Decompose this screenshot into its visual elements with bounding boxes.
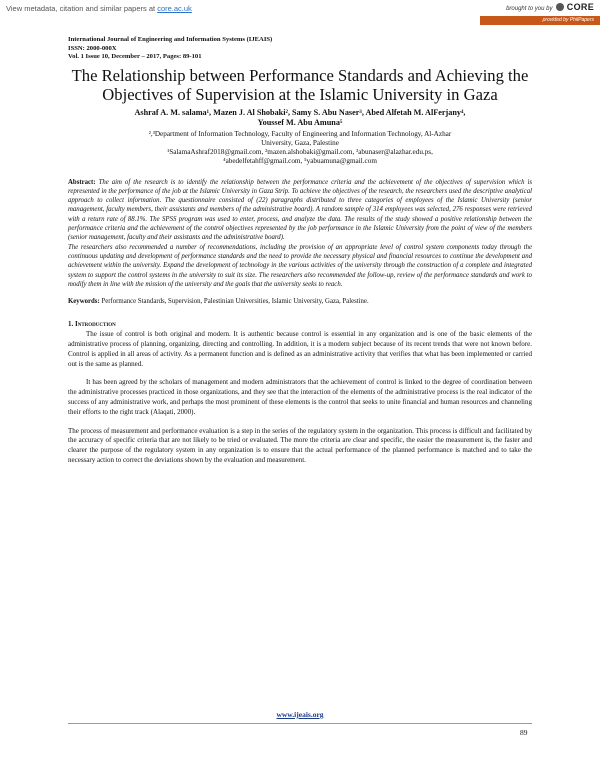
brought-by-text: brought to you by [506,6,553,12]
core-label: CORE [566,2,594,12]
body-paragraph-2: It has been agreed by the scholars of management and modern administrators that the achievement of control is linked to the degree of coordination between the administrative processes practiced in those organizations, and they see that the interaction of the elements of the administrative process is the real indicator of the success of any administrative work, and perhaps the most prominent of these elements is the control that seeks to unite financial and human resources and channeling their efforts to the right track (Alaqati, 2000). [68,378,532,416]
section-number: 1. [68,320,74,329]
keywords-label: Keywords: [68,298,100,306]
journal-name: International Journal of Engineering and Information Systems (IJEAIS) [68,36,273,43]
emails-line-2: ⁴abedelfetahff@gmail.com, ⁵yabuamuna@gmail.com [223,157,377,166]
core-metadata-link[interactable] [6,4,192,13]
abstract-label: Abstract: [68,178,96,186]
author-list [68,108,532,129]
paper-page [68,36,532,466]
abstract-paragraph-2: The researchers also recommended a number of recommendations, including the provision of an appropriate level of control system components today through the continuous updating and development of performance standards and the need to provide the necessary physical and financial resources to continue the development and achievement within the university. Expand the development of technology in the various activities of the university through the construction of a complete and integrated system to support the control systems in the university to suit its size. The researchers also recommended the follow-up, review of the performance standards and work to modify them in line with the mission of the university and the goals that the university seeks to reach. [68,243,532,288]
provider-badge[interactable]: provided by PhilPapers [480,16,600,25]
body-paragraph-3: The process of measurement and performance evaluation is a step in the series of the regulatory system in the organization. This process is difficult and facilitated by the accuracy of specific criteria that are not likely to be tried or evaluated. The more the criteria are clear and specific, the easier the measurement is, the faster and clearer the purpose of the regulatory system in any organization is to ensure that the actual performance of the planned performance is matched and to take the necessary action to correct the deviations shown by the evaluation and measurement. [68,426,532,464]
paper-title: The Relationship between Performance Standards and Achieving the Objectives of Supervision at the Islamic University in Gaza [71,65,529,105]
affiliation-line-1: ²,³Department of Information Technology, Faculty of Engineering and Information Technology, Al-Azhar [148,129,452,138]
emails-line-1: ¹SalamaAshraf2018@gmail.com, ²mazen.alshobaki@gmail.com, ³abunaser@alazhar.edu.ps, [167,148,433,157]
page-number: 89 [520,728,528,737]
core-brand[interactable] [506,2,594,12]
footer-url[interactable] [0,710,600,719]
affiliation-line-2: University, Gaza, Palestine [261,138,339,147]
view-metadata-text: View metadata, citation and similar papers at [6,4,156,13]
keywords-text: Performance Standards, Supervision, Palestinian Universities, Islamic University, Gaza, Palestine. [101,298,369,306]
authors-line-1: Ashraf A. M. salama¹, Mazen J. Al Shobaki², Samy S. Abu Naser³, Abed Alfetah M. AlFerjany⁴, [134,107,466,117]
section-title: Introduction [75,320,116,329]
abstract-paragraph-1: The aim of the research is to identify the relationship between the performance criteria and the achievement of the objectives of supervision which is represented in the performance of the job at the Islamic University in Gaza Strip. To achieve the objectives of the research, the researchers used the descriptive analytical approach to collect information. The questionnaire consisted of (22) paragraphs distributed to three categories of employees of the Islamic University (senior management, faculty members, their assistants and members of the administrative board). A random sample of 314 employees was selected, 276 responses were retrieved with a return rate of 88.1%. The SPSS program was used to enter, process, and analyze the data. The results of the study showed a positive relationship between the performance criteria and the achievement of the control objectives represented by the job performance in the Islamic University from the point of view of the members (senior management, faculty and their assistants and the administrative board). [68,178,533,242]
core-ac-uk-link[interactable]: core.ac.uk [157,4,192,13]
footer-divider [68,723,532,724]
section-heading [68,320,532,328]
affiliation-block [68,130,532,167]
authors-line-2: Youssef M. Abu Amuna⁵ [257,118,343,128]
abstract [68,178,532,290]
ijeais-link[interactable]: www.ijeais.org [276,710,324,719]
journal-issue: Vol. 1 Issue 10, December – 2017, Pages: 89-101 [68,53,202,61]
journal-header [68,36,532,62]
core-logo-icon [556,3,564,11]
keywords [68,298,532,305]
core-banner [0,0,600,26]
journal-issn: ISSN: 2000-000X [68,44,117,52]
body-paragraph-1: The issue of control is both original and modern. It is authentic because control is essential in any organization and is one of the basic elements of the administrative process of planning, organizing, directing and controlling. In addition, it is a modern subject because of its recent trends that were not known before. Control is applied in all areas of activity. As a permanent function and is defined as an administrative activity that verifies that what has been implemented or carried out is the same as planned. [68,330,532,368]
